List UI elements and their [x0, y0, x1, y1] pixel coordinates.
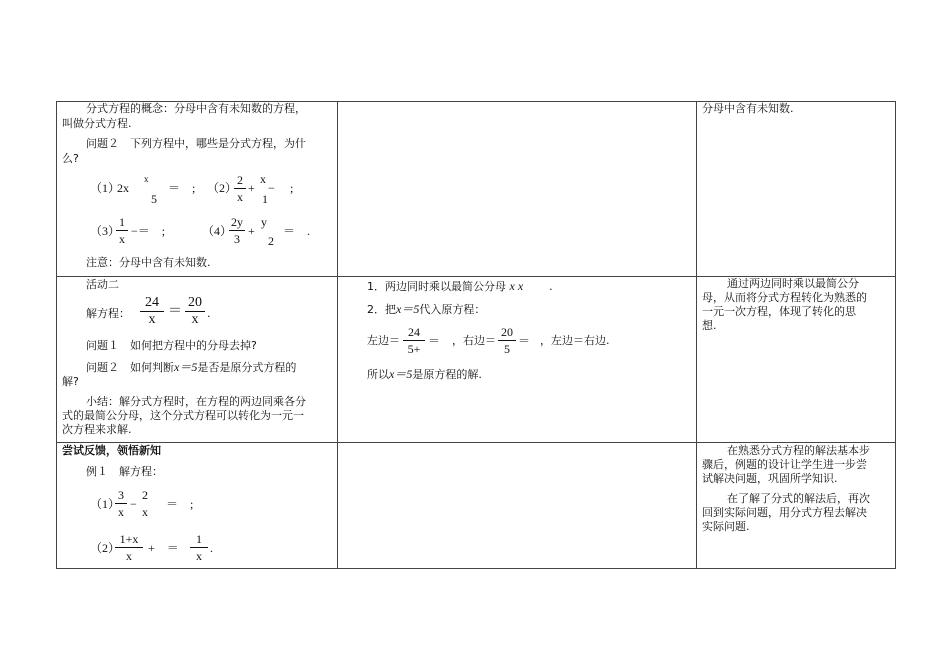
ex1-2-plus-equals: + ＝: [148, 541, 179, 555]
eq4-plus: +: [248, 224, 255, 238]
eq4-denominator: 3: [234, 232, 240, 246]
so-suffix: 是原方程的解.: [412, 368, 482, 381]
solve-numerator-1: 24: [145, 295, 159, 310]
design-note-2-line2: 母，从而将分式方程转化为熟悉的: [702, 291, 867, 304]
eq1-left: 2x: [117, 181, 129, 195]
fraction-bar: [116, 230, 128, 231]
activity2-title: 活动二: [86, 278, 119, 291]
ex1-1-denominator: x: [118, 505, 124, 519]
row-divider-2: [57, 442, 895, 443]
fraction-bar: [498, 340, 516, 341]
design-note-2-line4: 想.: [702, 319, 717, 332]
aq2-value: x＝5: [174, 360, 198, 374]
eq2-top: x: [260, 172, 266, 186]
ex1-2-numerator-2: 1: [196, 532, 202, 546]
solve-denominator-1: x: [148, 312, 156, 327]
left-side-equals: ＝: [428, 334, 441, 348]
eq4-fraction: [229, 215, 245, 246]
ex1-2-period: .: [210, 541, 213, 555]
ex1-1-minus: −: [130, 497, 137, 511]
solve-label: 解方程：: [86, 307, 130, 320]
design-note-4-line2: 回到实际问题，用分式方程去解决: [702, 506, 867, 519]
eq1-label: （1）: [90, 181, 121, 195]
left-side-label: 左边＝: [367, 334, 400, 347]
eq3-numerator: 1: [119, 215, 125, 229]
left-numerator: 24: [408, 325, 420, 339]
column-divider-1: [337, 102, 338, 568]
design-note-2-line3: 一元一次方程，体现了转化的思: [702, 305, 856, 318]
eq4-top: y: [261, 215, 267, 229]
solve-equals: ＝: [168, 304, 182, 319]
eq3-denominator: x: [119, 232, 125, 246]
fraction-bar: [115, 503, 127, 504]
ex1-2-denominator-2: x: [196, 549, 202, 563]
note-text: 注意：分母中含有未知数.: [86, 256, 211, 269]
so-prefix: 所以: [367, 368, 389, 381]
design-note-3-line2: 骤后，例题的设计让学生进一步尝: [702, 458, 867, 471]
fraction-bar: [190, 547, 208, 548]
ex1-2-label: （2）: [90, 541, 121, 555]
aq2-suffix: 是否是原分式方程的: [197, 361, 297, 374]
summary-line2: 式的最简公分母，这个分式方程可以转化为一元一: [62, 409, 304, 422]
ex1-2-fraction: [115, 532, 143, 563]
design-note-2-line1: 通过两边同时乘以最简公分: [727, 277, 859, 290]
eq3-fraction: [116, 215, 128, 246]
design-note-3-line1: 在熟悉分式方程的解法基本步: [727, 444, 870, 457]
left-side-fraction: [403, 325, 425, 356]
column-divider-2: [696, 102, 697, 568]
fraction-bar: [234, 188, 246, 189]
conclusion-text: [367, 367, 482, 382]
ex1-1-denominator-2: x: [142, 505, 148, 519]
ex1-1-rest: ＝ ;: [166, 497, 194, 511]
design-note-4-line1: 在了解了分式的解法后，再次: [727, 492, 870, 505]
right-side-label: ，右边＝: [452, 334, 496, 347]
ex1-2-numerator: 1+x: [119, 532, 139, 546]
eq2-bot: 1: [262, 192, 268, 206]
right-denominator: 5: [504, 342, 510, 356]
step1-text: [367, 279, 553, 294]
solve-period: .: [207, 307, 211, 320]
step1-period: .: [549, 280, 553, 293]
concept-text-line1: 分式方程的概念：分母中含有未知数的方程，: [86, 102, 306, 115]
ex1-2-denominator: x: [126, 549, 132, 563]
design-note-1: 分母中含有未知数.: [702, 102, 794, 115]
step2-value: x＝5: [396, 302, 420, 316]
so-value: x＝5: [389, 367, 413, 381]
step2-suffix: 代入原方程：: [419, 303, 486, 316]
fraction-bar: [115, 547, 143, 548]
eq1-equals: ＝ ;: [168, 181, 196, 195]
question2-line2: 么?: [62, 152, 79, 165]
activity-question1: 问题１ 如何把方程中的分母去掉?: [86, 339, 257, 352]
example1-title: 例１ 解方程：: [86, 465, 163, 478]
eq4-rest: ＝ .: [283, 224, 311, 238]
concept-text-line2: 叫做分式方程.: [62, 117, 132, 130]
ex1-1-fraction: [115, 488, 127, 519]
eq4-numerator: 2y: [231, 215, 243, 229]
right-side-equals: ＝: [518, 334, 531, 348]
activity-question2-line2: 解?: [62, 375, 79, 388]
ex1-1-fraction-2: [139, 488, 151, 519]
summary-line3: 次方程来求解.: [62, 423, 132, 436]
step1-denominator: x x: [509, 279, 524, 293]
solve-fraction-2: [185, 296, 205, 327]
eq4-label: （4）: [202, 224, 233, 238]
activity-question2-line1: [86, 360, 296, 375]
aq2-prefix: 问题２ 如何判断: [86, 361, 174, 374]
design-note-3-line3: 试解决问题，巩固所学知识.: [702, 472, 838, 485]
step1-prefix: 1．两边同时乘以最简公分母: [367, 280, 506, 293]
solve-fraction-1: [140, 296, 164, 327]
eq2-label: （2）: [207, 181, 238, 195]
design-note-4-line3: 实际问题.: [702, 520, 750, 533]
fraction-bar: [403, 340, 425, 341]
ex1-2-fraction-2: [190, 532, 208, 563]
summary-line1: 小结：解分式方程时，在方程的两边同乘各分: [86, 395, 306, 408]
eq2-semicolon: ;: [290, 181, 294, 195]
eq2-denominator: x: [237, 190, 243, 204]
fraction-bar: [139, 503, 151, 504]
eq3-rest: −＝ ;: [131, 224, 166, 238]
eq1-x: x: [144, 174, 149, 184]
step2-prefix: 2．把: [367, 303, 396, 316]
fraction-bar: [229, 230, 245, 231]
question2-line1: 问题２ 下列方程中，哪些是分式方程，为什: [86, 137, 306, 150]
ex1-1-label: （1）: [90, 497, 121, 511]
eq2-minus: −: [268, 181, 275, 195]
eq4-bot: 2: [268, 234, 274, 248]
solve-denominator-2: x: [191, 312, 199, 327]
ex1-1-numerator: 3: [118, 488, 124, 502]
eq1-den: 5: [151, 192, 157, 206]
section3-title: 尝试反馈，领悟新知: [62, 444, 161, 457]
eq2-numerator: 2: [237, 173, 243, 187]
right-side-fraction: [498, 325, 516, 356]
solve-numerator-2: 20: [188, 295, 202, 310]
eq2-plus: +: [248, 181, 255, 195]
ex1-1-numerator-2: 2: [142, 488, 148, 502]
eq2-fraction: [234, 173, 246, 204]
eq3-label: （3）: [90, 224, 121, 238]
left-denominator: 5+: [407, 342, 421, 356]
sides-equal-text: ，左边＝右边.: [540, 334, 610, 347]
right-numerator: 20: [501, 325, 513, 339]
step2-text: [367, 302, 485, 317]
